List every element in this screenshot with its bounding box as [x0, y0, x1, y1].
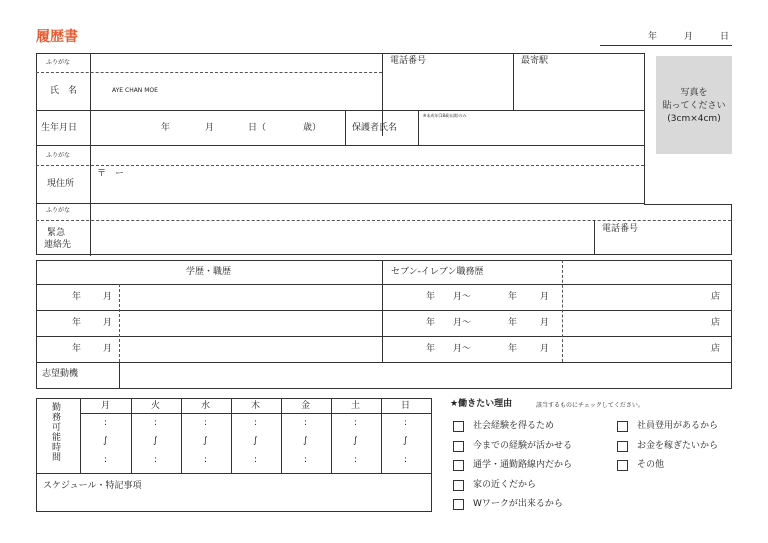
address-furigana-label: ふりがな — [46, 152, 71, 159]
time-end-thu[interactable]: : — [254, 455, 258, 465]
reason-label: 通学・通勤路線内だから — [473, 460, 573, 470]
reasons-note: 該当するものにチェックしてください。 — [536, 402, 644, 409]
name-label: 氏 名 — [50, 86, 78, 96]
photo-text-3: (3cm×4cm) — [667, 114, 721, 124]
date-day[interactable]: 日 — [720, 32, 730, 42]
station-label: 最寄駅 — [521, 56, 549, 66]
day-header-mon: 月 — [101, 401, 111, 411]
phone-label: 電話番号 — [390, 56, 427, 66]
day-header-fri: 金 — [301, 401, 311, 411]
emergency-furigana-label: ふりがな — [46, 207, 71, 214]
day-header-sat: 土 — [351, 401, 361, 411]
reason-label: 家の近くだから — [473, 480, 537, 490]
reason-label: 今までの経験が活かせる — [473, 441, 573, 451]
reason-checkbox[interactable] — [617, 441, 628, 452]
photo-text-1: 写真を — [680, 88, 708, 98]
time-tilde-mon: ∫ — [103, 436, 108, 446]
history-row-to-year[interactable]: 年 — [508, 344, 518, 354]
time-tilde-sat: ∫ — [353, 436, 358, 446]
history-header-left: 学歴・職歴 — [186, 267, 232, 277]
history-row-month[interactable]: 月 — [103, 318, 113, 328]
schedule-side-label: 間 — [52, 453, 62, 463]
schedule-side-label: 時 — [52, 443, 62, 453]
time-start-sat[interactable]: : — [354, 418, 358, 428]
date-underline — [600, 45, 732, 46]
time-start-tue[interactable]: : — [154, 418, 158, 428]
history-row-store[interactable]: 店 — [711, 318, 721, 328]
day-header-wed: 水 — [201, 401, 211, 411]
day-header-thu: 木 — [251, 401, 261, 411]
time-tilde-wed: ∫ — [203, 436, 208, 446]
time-start-sun[interactable]: : — [404, 418, 408, 428]
time-tilde-fri: ∫ — [303, 436, 308, 446]
history-row-to-month[interactable]: 月 — [540, 292, 550, 302]
reason-checkbox[interactable] — [617, 460, 628, 471]
history-row-store[interactable]: 店 — [711, 292, 721, 302]
time-end-fri[interactable]: : — [304, 455, 308, 465]
history-row-to-year[interactable]: 年 — [508, 318, 518, 328]
reason-label: 社会経験を得るため — [473, 421, 555, 431]
history-header-right: セブン-イレブン職務歴 — [391, 267, 484, 277]
birth-age[interactable]: 歳） — [303, 123, 322, 133]
history-row-month[interactable]: 月 — [103, 344, 113, 354]
time-end-mon[interactable]: : — [104, 455, 108, 465]
guardian-note: ※未成年(18歳未満)のみ — [423, 113, 467, 118]
time-start-fri[interactable]: : — [304, 418, 308, 428]
time-end-wed[interactable]: : — [204, 455, 208, 465]
furigana-label: ふりがな — [46, 59, 71, 66]
date-month[interactable]: 月 — [684, 32, 694, 42]
schedule-side-label: 務 — [52, 413, 62, 423]
motive-label: 志望動機 — [42, 369, 79, 379]
reason-checkbox[interactable] — [617, 421, 628, 432]
reasons-title: ★働きたい理由 — [450, 399, 513, 409]
time-end-tue[interactable]: : — [154, 455, 158, 465]
photo-box[interactable] — [656, 56, 732, 154]
date-year[interactable]: 年 — [648, 32, 658, 42]
reason-label: 社員登用があるから — [637, 421, 719, 431]
history-row-from[interactable]: 年 月〜 — [426, 292, 472, 302]
time-tilde-tue: ∫ — [153, 436, 158, 446]
address-label: 現住所 — [47, 179, 75, 189]
history-row-year[interactable]: 年 — [72, 292, 82, 302]
history-row-to-year[interactable]: 年 — [508, 292, 518, 302]
schedule-notes-label: スケジュール・特記事項 — [43, 481, 142, 491]
reason-checkbox[interactable] — [453, 421, 464, 432]
time-end-sat[interactable]: : — [354, 455, 358, 465]
history-row-year[interactable]: 年 — [72, 318, 82, 328]
history-row-to-month[interactable]: 月 — [540, 344, 550, 354]
time-end-sun[interactable]: : — [404, 455, 408, 465]
photo-text-2: 貼ってください — [662, 101, 726, 111]
time-tilde-sun: ∫ — [403, 436, 408, 446]
reason-label: Wワークが出来るから — [473, 499, 563, 509]
schedule-side-label: 可 — [52, 423, 62, 433]
time-start-thu[interactable]: : — [254, 418, 258, 428]
resume-title: 履歴書 — [36, 29, 78, 45]
time-tilde-thu: ∫ — [253, 436, 258, 446]
history-row-year[interactable]: 年 — [72, 344, 82, 354]
guardian-label: 保護者氏名 — [352, 123, 398, 133]
reason-checkbox[interactable] — [453, 480, 464, 491]
day-header-tue: 火 — [151, 401, 161, 411]
day-header-sun: 日 — [401, 401, 411, 411]
postal-mark[interactable]: 〒 ー — [97, 169, 125, 179]
birth-year[interactable]: 年 — [161, 123, 171, 133]
history-row-from[interactable]: 年 月〜 — [426, 318, 472, 328]
history-row-from[interactable]: 年 月〜 — [426, 344, 472, 354]
history-row-month[interactable]: 月 — [103, 292, 113, 302]
history-row-store[interactable]: 店 — [711, 344, 721, 354]
reason-checkbox[interactable] — [453, 441, 464, 452]
reason-checkbox[interactable] — [453, 460, 464, 471]
emergency-label-2: 連絡先 — [44, 240, 72, 250]
history-row-to-month[interactable]: 月 — [540, 318, 550, 328]
time-start-wed[interactable]: : — [204, 418, 208, 428]
emergency-phone-label: 電話番号 — [602, 224, 639, 234]
birth-label: 生年月日 — [41, 123, 78, 133]
name-value[interactable]: AYE CHAN MOE — [112, 87, 158, 94]
reason-checkbox[interactable] — [453, 499, 464, 510]
schedule-side-label: 勤 — [52, 403, 62, 413]
schedule-side-label: 能 — [52, 433, 62, 443]
reason-label: お金を稼ぎたいから — [637, 441, 719, 451]
birth-day[interactable]: 日（ — [248, 123, 267, 133]
time-start-mon[interactable]: : — [104, 418, 108, 428]
birth-month[interactable]: 月 — [205, 123, 215, 133]
reason-label: その他 — [637, 460, 665, 470]
emergency-label-1: 緊急 — [47, 228, 66, 238]
